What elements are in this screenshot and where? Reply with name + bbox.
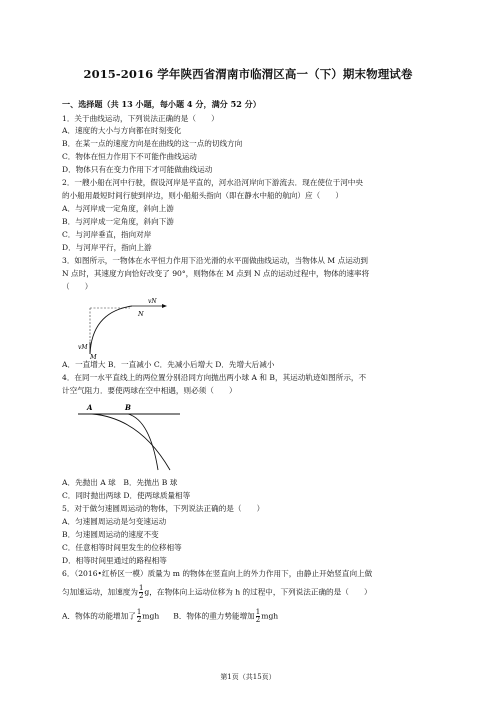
q6-option-b-post: mgh <box>261 611 279 621</box>
q4-options-cd: C．同时抛出两球 D．使两球质量相等 <box>62 491 191 500</box>
q6-stem-line2-post: g，在物体向上运动位移为 h 的过程中，下列说法正确的是（ ） <box>144 587 372 597</box>
q2-stem-line2: 的小船用最短时间行驶到岸边，则小船船头指向（即在静水中船的航向）应（ ） <box>62 191 343 200</box>
q6-a-frac-num: 1 <box>136 608 142 616</box>
q3-label-vN: vN <box>148 298 157 305</box>
q4-trajectory-a <box>92 414 170 470</box>
q6-options-ab <box>62 609 278 624</box>
q2-stem-line1: 2．一艘小船在河中行驶，假设河岸是平直的，河水沿河岸向下游流去．现在使位于河中央 <box>62 178 363 187</box>
q5-option-a: A．匀速圆周运动是匀变速运动 <box>62 517 167 526</box>
q4-label-B: B <box>125 403 131 412</box>
q6-stem-line1: 6．（2016•红桥区一模）质量为 m 的物体在竖直向上的外力作用下，由静止开始竖直向上做 <box>62 569 373 578</box>
q2-option-b: B．与河岸成一定角度，斜向下游 <box>62 217 174 226</box>
q4-label-A: A <box>87 403 93 412</box>
q3-stem-line2: N 点时，其速度方向恰好改变了 90°，则物体在 M 点到 N 点的运动过程中，物体的速率将 <box>62 269 370 278</box>
q6-a-frac-den: 2 <box>136 616 142 624</box>
q1-option-b: B．在某一点的速度方向是在曲线的这一点的切线方向 <box>62 139 243 148</box>
q3-figure <box>70 292 170 360</box>
q3-vN-arrowhead <box>162 304 167 308</box>
page-title: 2015-2016 学年陕西省渭南市临渭区高一（下）期末物理试卷 <box>83 67 413 81</box>
q6-option-a-fraction <box>137 609 141 624</box>
q6-option-b-pre: B．物体的重力势能增加 <box>173 611 255 621</box>
q5-option-c: C．任意相等时间里发生的位移相等 <box>62 543 182 552</box>
section-heading: 一、选择题（共 13 小题，每小题 4 分，满分 52 分） <box>62 99 261 109</box>
q2-option-c: C．与河岸垂直，指向对岸 <box>62 230 152 239</box>
q4-stem-line1: 4．在同一水平直线上的两位置分别沿同方向抛出两小球 A 和 B，其运动轨迹如图所示，不 <box>62 373 367 382</box>
q4-figure <box>70 400 180 472</box>
q1-option-a: A．速度的大小与方向都在时刻变化 <box>62 126 182 135</box>
q5-option-d: D．相等时间里通过的路程相等 <box>62 556 167 565</box>
q6-b-frac-den: 2 <box>255 616 261 624</box>
q6-stem-line2-pre: 匀加速运动，加速度为 <box>62 587 138 597</box>
q1-stem: 1．关于曲线运动，下列说法正确的是（ ） <box>62 114 219 123</box>
q5-stem: 5．对于做匀速圆周运动的物体，下列说法正确的是（ ） <box>62 504 265 513</box>
q6-frac-den: 2 <box>138 592 144 600</box>
page-footer: 第1页（共15页） <box>220 673 276 681</box>
q6-option-b-fraction <box>256 609 260 624</box>
q3-options: A．一直增大 B．一直减小 C．先减小后增大 D．先增大后减小 <box>62 360 275 369</box>
q2-option-a: A．与河岸成一定角度，斜向上游 <box>62 204 174 213</box>
q3-stem-line3: （ ） <box>62 282 93 291</box>
q3-label-M: M <box>90 353 97 360</box>
q6-fraction-half <box>139 585 143 600</box>
q3-label-vM: vM <box>78 344 88 351</box>
q3-label-N: N <box>138 310 144 318</box>
q6-frac-num: 1 <box>138 584 144 592</box>
q4-stem-line2: 计空气阻力．要使两球在空中相遇，则必须（ ） <box>62 386 237 395</box>
q6-stem-line2 <box>62 585 372 600</box>
q2-option-d: D．与河岸平行，指向上游 <box>62 243 152 252</box>
q3-trajectory-curve <box>90 306 132 354</box>
q6-option-a-pre: A．物体的动能增加了 <box>62 611 136 621</box>
q5-option-b: B．匀速圆周运动的速度不变 <box>62 530 159 539</box>
q3-stem-line1: 3．如图所示，一物体在水平恒力作用下沿光滑的水平面做曲线运动，当物体从 M 点运动到 <box>62 256 368 265</box>
q1-option-d: D．物体只有在变力作用下才可能做曲线运动 <box>62 165 213 174</box>
q6-b-frac-num: 1 <box>255 608 261 616</box>
q4-options-ab: A．先抛出 A 球 B．先抛出 B 球 <box>62 478 178 487</box>
q1-option-c: C．物体在恒力作用下不可能作曲线运动 <box>62 152 197 161</box>
q6-option-a-post: mgh <box>142 611 160 621</box>
q4-trajectory-b <box>128 414 158 470</box>
